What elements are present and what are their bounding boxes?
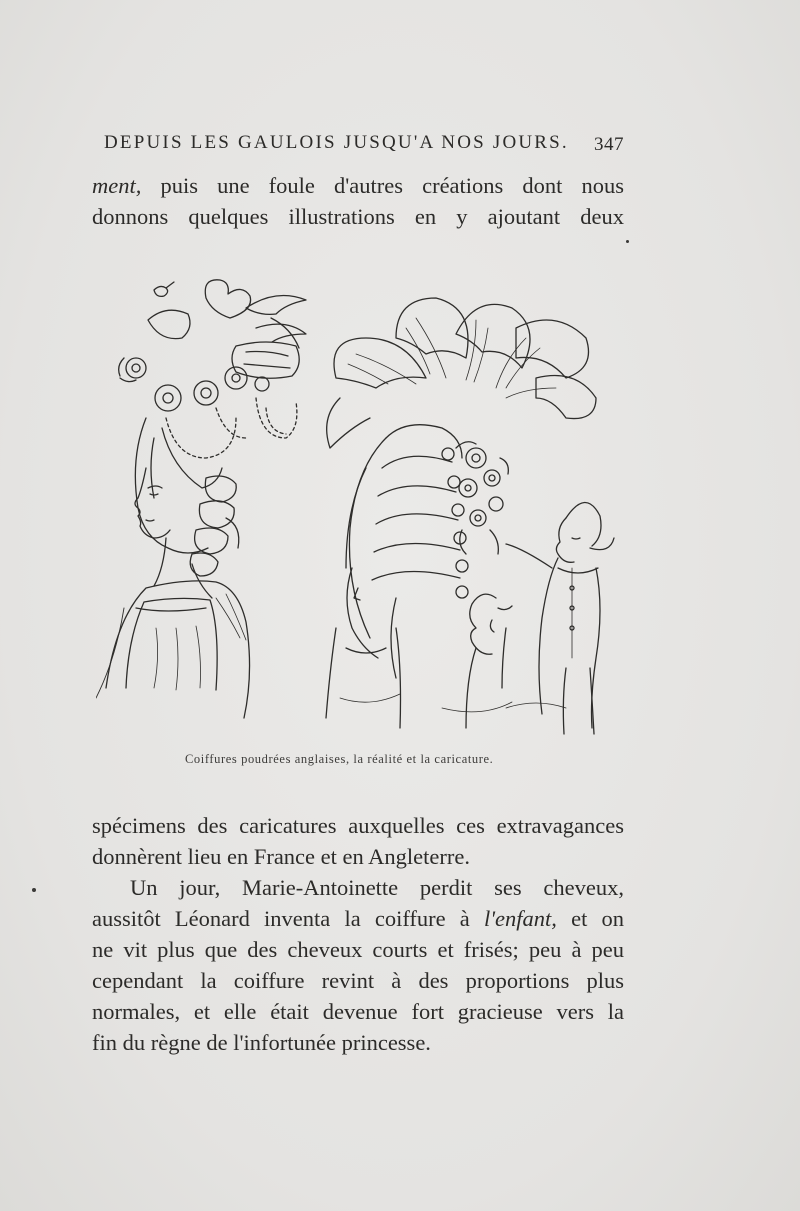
text-line: cependant la coiffure revint à des proportions plus bbox=[92, 968, 624, 993]
engraving-two-powdered-hairstyles-icon bbox=[96, 268, 616, 738]
page-number: 347 bbox=[594, 134, 624, 155]
left-portrait bbox=[96, 280, 306, 718]
engraving-figure bbox=[96, 268, 616, 738]
text-line: fin du règne de l'infortunée princesse. bbox=[92, 1030, 431, 1055]
text-fragment: puis une foule d'autres créations dont nous bbox=[160, 173, 624, 198]
text-line: Un jour, Marie-Antoinette perdit ses cheveux, bbox=[130, 875, 624, 900]
figure-caption: Coiffures poudrées anglaises, la réalité et la caricature. bbox=[185, 752, 494, 766]
top-paragraph bbox=[92, 170, 624, 232]
ink-speck bbox=[32, 888, 36, 892]
text-line: normales, et elle était devenue fort gracieuse vers la bbox=[92, 999, 624, 1024]
text-line: spécimens des caricatures auxquelles ces extravagances bbox=[92, 813, 624, 838]
text-line: donnons quelques illustrations en y ajoutant deux bbox=[92, 204, 624, 229]
text-line bbox=[92, 903, 624, 934]
text-fragment: et on bbox=[571, 906, 624, 931]
text-line: donnèrent lieu en France et en Angleterre. bbox=[92, 844, 470, 869]
italic-word: l'enfant, bbox=[483, 906, 557, 931]
text-line: ne vit plus que des cheveux courts et frisés; peu à peu bbox=[92, 937, 624, 962]
right-caricature bbox=[326, 298, 614, 734]
text-line bbox=[92, 170, 624, 201]
running-title: DEPUIS LES GAULOIS JUSQU'A NOS JOURS. bbox=[104, 132, 569, 153]
italic-word: ment, bbox=[92, 173, 142, 198]
main-paragraphs bbox=[92, 810, 624, 1058]
text-fragment: aussitôt Léonard inventa la coiffure à bbox=[92, 906, 470, 931]
ink-speck bbox=[626, 240, 629, 243]
